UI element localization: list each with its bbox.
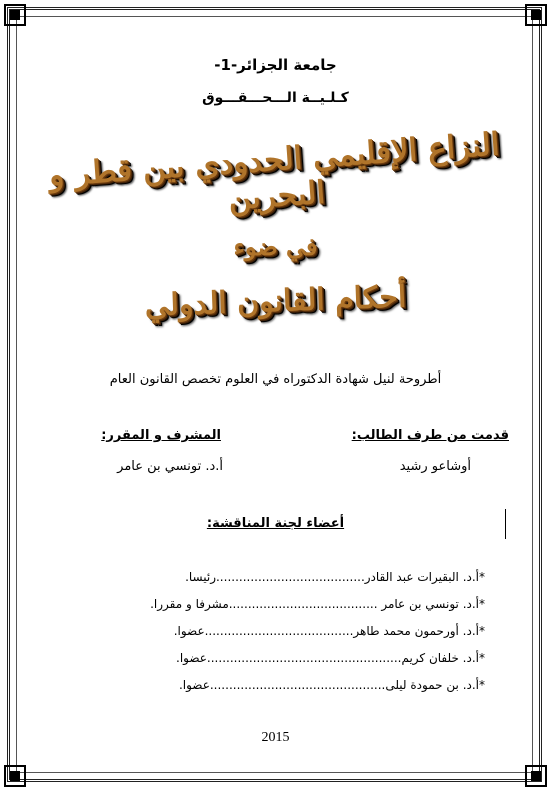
jury-member: *أ.د. أورحمون محمد طاهر.......................................عضوا. bbox=[173, 624, 485, 638]
student-label: قدمت من طرف الطالب: bbox=[351, 428, 509, 443]
year: 2015 bbox=[261, 730, 290, 745]
supervisor-name: أ.د. تونسي بن عامر bbox=[117, 459, 223, 474]
jury-member: *أ.د. البقيرات عبد القادر.......................................رئيسا. bbox=[185, 570, 485, 584]
corner-ornament-icon bbox=[4, 765, 26, 787]
corner-ornament-icon bbox=[4, 4, 26, 26]
faculty-name: كـلـيــة الـــحـــقـــوق bbox=[202, 90, 349, 106]
student-name: أوشاعو رشيد bbox=[399, 459, 471, 474]
jury-member: *أ.د. تونسي بن عامر .......................................مشرفا و مقررا. bbox=[150, 597, 485, 611]
jury-title: أعضاء لجنة المناقشة: bbox=[206, 516, 345, 531]
thesis-title-line1: النزاع الإقليمي الحدودي بين قطر و البحرين bbox=[47, 126, 501, 218]
supervisor-label: المشرف و المقرر: bbox=[101, 428, 221, 443]
thesis-title-line3: أحكام القانون الدولي bbox=[144, 279, 407, 324]
jury-member: *أ.د. خلفان كريم...................................................عضوا. bbox=[176, 651, 485, 665]
jury-member: *أ.د. بن حمودة ليلى..............................................عضوا. bbox=[178, 678, 485, 692]
corner-ornament-icon bbox=[525, 4, 547, 26]
thesis-title-line2: في ضوء bbox=[233, 232, 318, 261]
thesis-statement: أطروحة لنيل شهادة الدكتوراه في العلوم تخصص القانون العام bbox=[109, 372, 442, 387]
university-name: جامعة الجزائر-1- bbox=[214, 56, 337, 74]
corner-ornament-icon bbox=[525, 765, 547, 787]
